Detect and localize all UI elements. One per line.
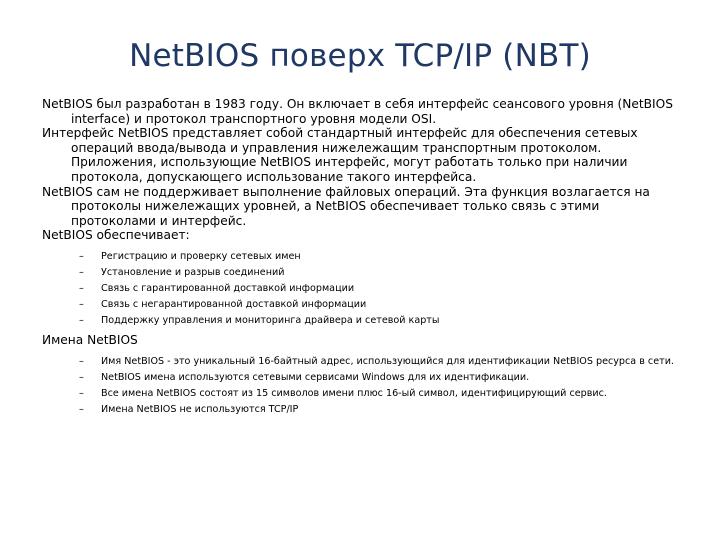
list-item bbox=[42, 299, 682, 311]
dash-bullet: – bbox=[79, 250, 84, 262]
list-item bbox=[42, 315, 682, 327]
list-item bbox=[42, 283, 682, 295]
names-list bbox=[42, 356, 682, 416]
dash-bullet: – bbox=[79, 314, 84, 326]
dash-bullet: – bbox=[79, 355, 84, 367]
paragraph-interface: Интерфейс NetBIOS представляет собой стандартный интерфейс для обеспечения сетевых операций ввода/вывода и управления нижележащим транспортным протоколом. Приложения, использующие NetBIOS интерфейс, могут работать только при наличии протокола, допускающего использование такого интерфейса. bbox=[42, 126, 638, 184]
list-item-text: Связь с гарантированной доставкой информации bbox=[101, 282, 355, 294]
dash-bullet: – bbox=[79, 371, 84, 383]
list-item-text: Связь с негарантированной доставкой информации bbox=[101, 298, 367, 310]
list-item-text: Все имена NetBIOS состоят из 15 символов имени плюс 16-ый символ, идентифицирующий сервис. bbox=[101, 387, 607, 399]
dash-bullet: – bbox=[79, 298, 84, 310]
slide-content bbox=[42, 97, 682, 422]
provides-list bbox=[42, 251, 682, 327]
dash-bullet: – bbox=[79, 282, 84, 294]
list-item bbox=[42, 356, 682, 368]
list-item-text: NetBIOS имена используются сетевыми сервисами Windows для их идентификации. bbox=[101, 371, 530, 383]
slide-title: NetBIOS поверх TCP/IP (NBT) bbox=[129, 38, 591, 74]
list-item bbox=[42, 372, 682, 384]
dash-bullet: – bbox=[79, 266, 84, 278]
list-item-text: Установление и разрыв соединений bbox=[101, 266, 285, 278]
paragraph-history: NetBIOS был разработан в 1983 году. Он включает в себя интерфейс сеансового уровня (NetBIOS interface) и протокол транспортного уровня модели OSI. bbox=[42, 97, 673, 126]
list-item-text: Имена NetBIOS не используются TCP/IP bbox=[101, 403, 299, 415]
dash-bullet: – bbox=[79, 403, 84, 415]
list-item bbox=[42, 404, 682, 416]
paragraph-provides-heading: NetBIOS обеспечивает: bbox=[42, 228, 190, 243]
names-heading: Имена NetBIOS bbox=[42, 333, 138, 348]
paragraph-file-operations: NetBIOS сам не поддерживает выполнение файловых операций. Эта функция возлагается на протоколы нижележащих уровней, а NetBIOS обеспечивает только связь с этими протоколами и интерфейс. bbox=[42, 184, 650, 228]
list-item-text: Регистрацию и проверку сетевых имен bbox=[101, 250, 301, 262]
list-item bbox=[42, 251, 682, 263]
dash-bullet: – bbox=[79, 387, 84, 399]
list-item-text: Поддержку управления и мониторинга драйвера и сетевой карты bbox=[101, 314, 440, 326]
list-item-text: Имя NetBIOS - это уникальный 16-байтный адрес, использующийся для идентификации NetBIOS ресурса в сети. bbox=[101, 355, 674, 367]
list-item bbox=[42, 267, 682, 279]
list-item bbox=[42, 388, 682, 400]
